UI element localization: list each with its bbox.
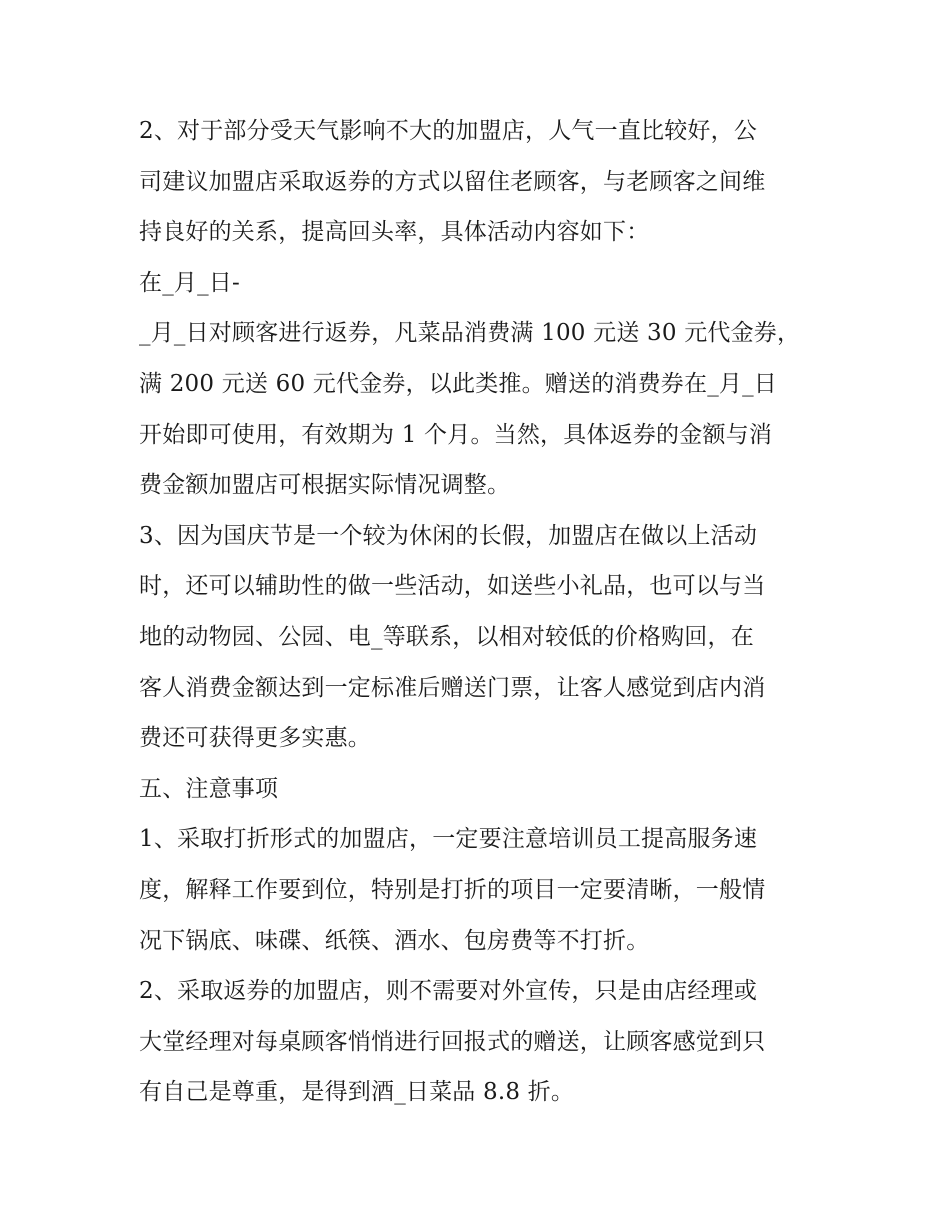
text-line: 时，还可以辅助性的做一些活动，如送些小礼品，也可以与当 — [139, 573, 766, 600]
text-line: 1、采取打折形式的加盟店，一定要注意培训员工提高服务速 — [139, 826, 758, 853]
section-heading: 五、注意事项 — [139, 775, 279, 802]
text-line: 费还可获得更多实惠。 — [139, 725, 371, 752]
text-line: 持良好的关系，提高回头率，具体活动内容如下： — [139, 219, 650, 246]
text-line: 有自己是尊重，是得到酒_日菜品 8.8 折。 — [139, 1079, 575, 1106]
text-line: 满 200 元送 60 元代金券，以此类推。赠送的消费券在_月_日 — [139, 370, 778, 397]
text-line: 3、因为国庆节是一个较为休闲的长假，加盟店在做以上活动 — [139, 522, 758, 549]
document-body — [139, 106, 819, 1118]
text-line: 在_月_日- — [139, 269, 240, 296]
text-line: 2、采取返券的加盟店，则不需要对外宣传，只是由店经理或 — [139, 978, 758, 1005]
text-line: 2、对于部分受天气影响不大的加盟店，人气一直比较好，公 — [139, 118, 758, 144]
text-line: 度，解释工作要到位，特别是打折的项目一定要清晰，一般情 — [139, 876, 766, 903]
text-line: 况下锅底、味碟、纸筷、酒水、包房费等不打折。 — [139, 927, 650, 954]
text-line: 司建议加盟店采取返券的方式以留住老顾客，与老顾客之间维 — [139, 168, 766, 195]
text-line: 地的动物园、公园、电_等联系，以相对较低的价格购回，在 — [139, 623, 754, 650]
text-line: 客人消费金额达到一定标准后赠送门票，让客人感觉到店内消 — [139, 674, 766, 701]
text-line: _月_日对顾客进行返券，凡菜品消费满 100 元送 30 元代金券， — [139, 320, 801, 347]
text-line: 开始即可使用，有效期为 1 个月。当然，具体返券的金额与消 — [139, 421, 773, 448]
text-line: 大堂经理对每桌顾客悄悄进行回报式的赠送，让顾客感觉到只 — [139, 1028, 766, 1055]
text-line: 费金额加盟店可根据实际情况调整。 — [139, 472, 511, 499]
